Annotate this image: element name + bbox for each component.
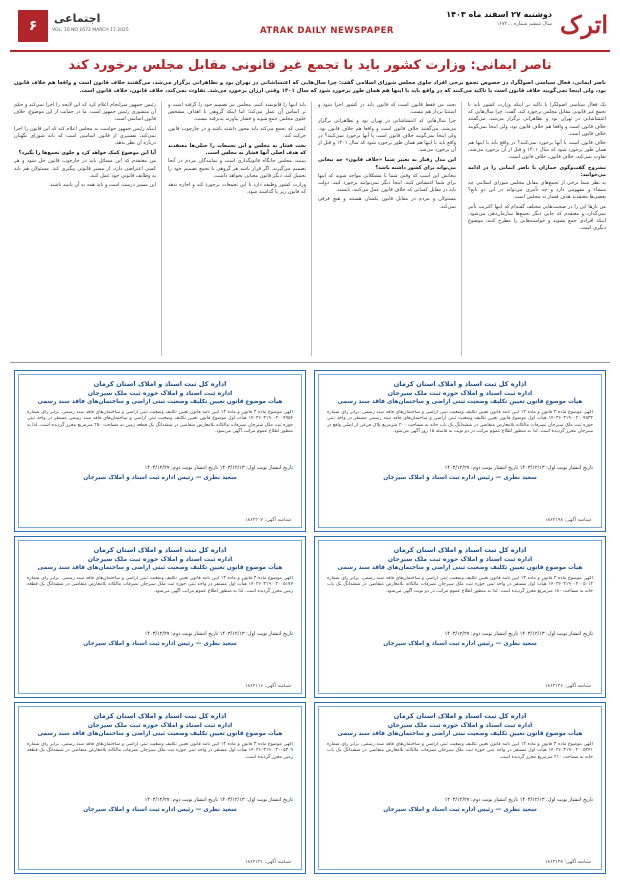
issue-date-block	[446, 10, 552, 27]
notice-subtitle: اداره ثبت اسناد و املاک حوزه ثبت ملک سیرجان	[87, 722, 233, 729]
notice-body: آگهی موضوع ماده ۳ قانون و ماده ۱۳ آیین نامه قانون تعیین تکلیف وضعیت ثبتی اراضی و ساختمان‌های فاقد سند رسمی. برابر رأی شماره ۱۴۰۳۶۰۳۱۹۰۰۲۰۰۴۸۳۲ هیأت اول موضوع قانون تعیین تکلیف وضعیت ثبتی اراضی و ساختمان‌های فاقد سند رسمی مستقر در واحد ثبتی حوزه ثبت ملک سیرجان تصرفات مالکانه بلامعارض متقاضی در ششدانگ یک باب خانه به مساحت ۲۰۰ مترمربع پلاک فرعی از اصلی واقع در سیرجان محرز گردیده است. لذا به منظور اطلاع عموم مراتب در دو نوبت به فاصله ۱۵ روز آگهی می‌شود.	[327, 410, 593, 435]
notice-subtitle: هیأت موضوع قانون تعیین تکلیف وضعیت ثبتی اراضی و ساختمان‌های فاقد سند رسمی	[337, 399, 583, 405]
newspaper-logo: اترک	[559, 10, 609, 39]
article-subhead: این مدل رفتار به تعبیر شما «خلاف قانون» چه تبعاتی می‌تواند برای کشور داشته باشد؟	[318, 157, 456, 171]
legal-notice	[14, 536, 306, 698]
paragraph: باید اینها را قانونمند کنیم. مجلس نیز تصمیم خود را گرفته است و بر اساس آن عمل می‌کند؛ اما اینکه گروهی با اهداف مشخص جلوی مجلس جمع شوند و فشار بیاورند پذیرفته نیست.	[168, 102, 306, 123]
notice-frame	[18, 374, 302, 528]
notice-signature: سعید نظری — رئیس اداره ثبت اسناد و املاک سیرجان	[83, 475, 237, 481]
notice-id: شناسه آگهی: ۱۸۶۲۱۴۶	[544, 684, 591, 689]
article-subhead: آیا این موضوع کمک خواهد کرد و جلوی تجمع‌ها را بگیرد؟	[18, 150, 156, 157]
notice-id: شناسه آگهی: ۱۸۶۲۲۰۷	[244, 518, 291, 523]
issue-meta: سال ششم شماره ...۱۶۷۲	[496, 21, 552, 27]
notice-title: اداره کل ثبت اسناد و املاک استان کرمان	[93, 712, 227, 720]
notice-body: آگهی موضوع ماده ۳ قانون و ماده ۱۳ آیین نامه قانون تعیین تکلیف وضعیت ثبتی اراضی و ساختمان‌های فاقد سند رسمی. برابر رأی شماره ۱۴۰۳۶۰۳۱۹۰۰۲۰۰۵۰۱۲ هیأت اول مستقر در واحد ثبتی حوزه ثبت ملک سیرجان تصرفات مالکانه بلامعارض متقاضی در ششدانگ یک باب خانه به مساحت ۱۸۰ مترمربع محرز گردیده است. لذا به منظور اطلاع عموم مراتب در دو نوبت آگهی می‌شود.	[327, 576, 593, 594]
notice-signature: سعید نظری — رئیس اداره ثبت اسناد و املاک سیرجان	[83, 807, 237, 813]
article-subhead: بحث فشار به مجلس و این تجمعات را خیلی‌ها معتقدند که هدف اصلی آنها فشار به مجلس است.	[168, 143, 306, 157]
notice-frame	[318, 706, 602, 870]
notice-subtitle: هیأت موضوع قانون تعیین تکلیف وضعیت ثبتی اراضی و ساختمان‌های فاقد سند رسمی	[337, 565, 583, 571]
article-column-1	[468, 102, 606, 356]
paragraph: این مسیر درست است و باید همه به آن پایبند باشند.	[48, 182, 156, 189]
paragraph: من معتقدم که این مسائل باید در چارچوب قانون حل شود و هر کسی اعتراضی دارد، از مسیر قانونی پیگیری کند. مسئولان هم باید به وظایف قانونی خود عمل کنند.	[14, 158, 156, 179]
paragraph: به نظر شما برخی از تجمع‌های مقابل مجلس شورای اسلامی چه منشاء و مفهومی دارد و چه تأثیری می‌تواند در این دو تابع؟ بعضی‌ها معتقدند هدف فشار به مجلس است.	[468, 180, 606, 201]
notice-frame	[318, 374, 602, 528]
notice-dates: تاریخ انتشار نوبت اول: ۱۴۰۳/۱۲/۱۳ تاریخ انتشار نوبت دوم: ۱۴۰۳/۱۲/۲۷	[144, 465, 293, 471]
english-brand: ATRAK DAILY NEWSPAPER	[260, 26, 394, 36]
notice-dates: تاریخ انتشار نوبت اول: ۱۴۰۳/۱۲/۱۳ تاریخ انتشار نوبت دوم: ۱۴۰۳/۱۲/۲۷	[144, 797, 293, 803]
notice-id: شناسه آگهی: ۱۸۶۲۱۳۱	[244, 860, 291, 865]
notice-subtitle: هیأت موضوع قانون تعیین تکلیف وضعیت ثبتی اراضی و ساختمان‌های فاقد سند رسمی	[337, 731, 583, 737]
masthead	[10, 6, 610, 46]
notice-frame	[18, 706, 302, 870]
notice-title: اداره کل ثبت اسناد و املاک استان کرمان	[393, 712, 527, 720]
section-divider	[10, 362, 610, 363]
article-lead: ناصر ایمانی، فعال سیاسی اصولگرا، در خصوص تجمع برخی افراد جلوی مجلس شورای اسلامی گفت: چرا سال‌هایی که اعتشاشاتی در تهران بود و تظاهراتی برگزار می‌شد، می‌گفتند خلاف قانون است و واقعا هم خلاف قانون بود، ولی اینجا نمی‌گویند خلاف قانون است یا تاکید می‌کنند که در واقع باید با اینها هم همان طور برخورد شود که سال ۱۴۰۱ وقتی ارزان برخورد می‌شد. تفاوت نمی‌کند، خلاف قانون، خلاف قانون است.	[14, 80, 606, 94]
paragraph: من بارها این را در صحبت‌هایی مختلف گفته‌ام که اینها اکثریت تأثیر نمی‌گذارد و معتقدم که جایی دیگر تجمع‌ها سازمان‌دهی می‌شود. اینکه افرادی جمع بشوند و خواسته‌هایی را مطرح کنند، موضوع دیگری است.	[468, 203, 606, 232]
notice-frame	[318, 540, 602, 694]
page-number: ۶	[18, 10, 48, 42]
volume-info: VOL. 10 NO 1672 MARCH 17 2025	[52, 28, 129, 33]
notice-dates: تاریخ انتشار نوبت اول: ۱۴۰۳/۱۲/۱۳ تاریخ انتشار نوبت دوم: ۱۴۰۳/۱۲/۲۷	[444, 465, 593, 471]
legal-notice	[314, 702, 606, 874]
notice-title: اداره کل ثبت اسناد و املاک استان کرمان	[393, 546, 527, 554]
notice-id: شناسه آگهی: ۱۸۶۲۱۱۶	[244, 684, 291, 689]
section-title: اجتماعی	[54, 12, 101, 25]
paragraph: خلاف قانون است یا آنها برخورد نمی‌کنند؟ در واقع باید با اینها هم همان طور برخورد شود که سال ۱۴۰۱ و قبل از آن برخورد می‌شد، تفاوت نمی‌کند، خلاف قانون، خلاف قانون است.	[468, 140, 606, 161]
notice-title: اداره کل ثبت اسناد و املاک استان کرمان	[93, 380, 227, 388]
notice-subtitle: اداره ثبت اسناد و املاک حوزه ثبت ملک سیرجان	[387, 722, 533, 729]
masthead-rule	[10, 50, 610, 52]
notice-subtitle: هیأت موضوع قانون تعیین تکلیف وضعیت ثبتی اراضی و ساختمان‌های فاقد سند رسمی	[37, 731, 283, 737]
notice-body: آگهی موضوع ماده ۳ قانون و ماده ۱۳ آیین نامه قانون تعیین تکلیف وضعیت ثبتی اراضی و ساختمان‌های فاقد سند رسمی. برابر رأی شماره ۱۴۰۳۶۰۳۱۹۰۰۲۰۰۴۹۵۴ هیأت اول موضوع قانون تعیین تکلیف وضعیت ثبتی اراضی و ساختمان‌های فاقد سند رسمی مستقر در واحد ثبتی حوزه ثبت ملک سیرجان تصرفات مالکانه بلامعارض متقاضی در ششدانگ یک قطعه زمین به مساحت ۲۵۰ مترمربع محرز گردیده است. لذا به منظور اطلاع عموم مراتب آگهی می‌شود.	[27, 410, 293, 435]
notice-subtitle: اداره ثبت اسناد و املاک حوزه ثبت ملک سیرجان	[387, 556, 533, 563]
issue-date: دوشنبه ۲۷ اسفند ماه ۱۴۰۳	[446, 10, 552, 19]
paragraph: اینکه رئیس جمهور خواست به مجلس اعلام کند که این قانون را اجرا نمی‌کند، تفسیری از قانون اساسی است که باید شورای نگهبان درباره آن نظر بدهد.	[14, 125, 156, 147]
notice-dates: تاریخ انتشار نوبت اول: ۱۴۰۳/۱۲/۱۳ تاریخ انتشار نوبت دوم: ۱۴۰۳/۱۲/۲۷	[144, 631, 293, 637]
notice-title: اداره کل ثبت اسناد و املاک استان کرمان	[393, 380, 527, 388]
paragraph: مسئولان و مردم در مقابل قانون یکسان هستند و هیچ فرقی نمی‌کند.	[318, 196, 456, 210]
notice-dates: تاریخ انتشار نوبت اول: ۱۴۰۳/۱۲/۱۳ تاریخ انتشار نوبت دوم: ۱۴۰۳/۱۲/۲۷	[444, 631, 593, 637]
notice-subtitle: اداره ثبت اسناد و املاک حوزه ثبت ملک سیرجان	[387, 390, 533, 397]
paragraph: ببینید، مجلس جایگاه قانونگذاری است و نمایندگان مردم در آنجا تصمیم می‌گیرند. اگر قرار باشد هر گروهی با تجمع تصمیم خود را تحمیل کند، دیگر قانون معنایی نخواهد داشت.	[168, 158, 306, 179]
notice-frame	[18, 540, 302, 694]
notice-signature: سعید نظری — رئیس اداره ثبت اسناد و املاک سیرجان	[383, 807, 537, 813]
column-divider	[161, 102, 162, 356]
notice-body: آگهی موضوع ماده ۳ قانون و ماده ۱۳ آیین نامه قانون تعیین تکلیف وضعیت ثبتی اراضی و ساختمان‌های فاقد سند رسمی. برابر رأی شماره ۱۴۰۳۶۰۳۱۹۰۰۲۰۰۵۲۴۱ هیأت اول مستقر در واحد ثبتی حوزه ثبت ملک سیرجان تصرفات مالکانه بلامعارض متقاضی در ششدانگ یک باب خانه به مساحت ۲۱۰ مترمربع محرز گردیده است.	[327, 742, 593, 760]
notice-subtitle: اداره ثبت اسناد و املاک حوزه ثبت ملک سیرجان	[87, 556, 233, 563]
notice-id: شناسه آگهی: ۱۸۶۲۱۳۸	[544, 860, 591, 865]
article-column-3	[168, 102, 306, 356]
article-subhead: مشروح گفت‌وگوی جماران با ناصر ایمانی را در ادامه می‌خوانید:	[468, 164, 606, 178]
paragraph: چرا سال‌هایی که اغتشاشاتی در تهران بود و تظاهراتی برگزار می‌شد، می‌گفتند خلاف قانون است و واقعا هم خلاف قانون بود، ولی اینجا نمی‌گویند خلاف قانون است یا آنها برخورد نمی‌کنند؟ در واقع باید با اینها هم همان طور برخورد شود که سال ۱۴۰۱ و قبل از آن برخورد می‌شد.	[318, 118, 456, 154]
legal-notice	[314, 536, 606, 698]
notice-subtitle: هیأت موضوع قانون تعیین تکلیف وضعیت ثبتی اراضی و ساختمان‌های فاقد سند رسمی	[37, 565, 283, 571]
paragraph: تبعاتش این است که وقتی شما با مشکلاتی مواجه شوید که اینها برای شما اغتشاش کنند، اینجا دیگر نمی‌توانید برخورد کنید. دولت باید در مقابل کسانی که خلاف قانون عمل می‌کنند، بایستد.	[318, 172, 456, 194]
paragraph: یک فعال سیاسی اصولگرا با تاکید بر اینکه وزارت کشور باید با تجمع غیر قانونی مقابل مجلس برخورد کند، گفت: چرا سال‌هایی که اغتشاشاتی در تهران بود و تظاهراتی برگزار می‌شد، می‌گفتند خلاف قانون است و واقعا هم خلاف قانون بود، ولی اینجا نمی‌گویند خلاف قانون است.	[468, 102, 606, 137]
notice-id: شناسه آگهی: ۱۸۶۲۱۹۸	[544, 518, 591, 523]
notice-signature: سعید نظری — رئیس اداره ثبت اسناد و املاک سیرجان	[383, 475, 537, 481]
column-divider	[311, 102, 312, 356]
notice-body: آگهی موضوع ماده ۳ قانون و ماده ۱۳ آیین نامه قانون تعیین تکلیف وضعیت ثبتی اراضی و ساختمان‌های فاقد سند رسمی. برابر رأی شماره ۱۴۰۳۶۰۳۱۹۰۰۲۰۰۵۱۷۷ هیأت اول مستقر در واحد ثبتی حوزه ثبت ملک سیرجان تصرفات مالکانه بلامعارض متقاضی در ششدانگ یک قطعه زمین محرز گردیده است. لذا به منظور اطلاع عموم مراتب آگهی می‌شود.	[27, 576, 293, 594]
legal-notice	[314, 370, 606, 532]
notice-signature: سعید نظری — رئیس اداره ثبت اسناد و املاک سیرجان	[83, 641, 237, 647]
article-column-2	[318, 102, 456, 356]
notice-title: اداره کل ثبت اسناد و املاک استان کرمان	[93, 546, 227, 554]
notice-subtitle: اداره ثبت اسناد و املاک حوزه ثبت ملک سیرجان	[87, 390, 233, 397]
notice-subtitle: هیأت موضوع قانون تعیین تکلیف وضعیت ثبتی اراضی و ساختمان‌های فاقد سند رسمی	[37, 399, 283, 405]
paragraph: وزارت کشور وظیفه دارد با این تجمعات برخورد کند و اجازه ندهد که قانون زیر پا گذاشته شود.	[168, 182, 306, 196]
notice-signature: سعید نظری — رئیس اداره ثبت اسناد و املاک سیرجان	[383, 641, 537, 647]
paragraph: بحث من فقط قانون است که قانون باید در کشور اجرا شود و استثنا بردار هم نیست.	[318, 102, 456, 116]
legal-notice	[14, 370, 306, 532]
paragraph: رئیس جمهور سرانجام اعلام کرد که این لایحه را اجرا نمی‌کند و حکم آن منشوری رئیس جمهور است. ما در حمایت از این موضوع، خلاف قانون اساسی است.	[14, 102, 156, 123]
notice-body: آگهی موضوع ماده ۳ قانون و ماده ۱۳ آیین نامه قانون تعیین تکلیف وضعیت ثبتی اراضی و ساختمان‌های فاقد سند رسمی. برابر رأی شماره ۱۴۰۳۶۰۳۱۹۰۰۲۰۰۵۳۰۹ هیأت اول مستقر در واحد ثبتی حوزه ثبت ملک سیرجان تصرفات مالکانه بلامعارض متقاضی در ششدانگ یک قطعه زمین محرز گردیده است.	[27, 742, 293, 760]
column-divider	[461, 102, 462, 356]
article-headline: ناصر ایمانی: وزارت کشور باید با تجمع غیر قانونی مقابل مجلس برخورد کند	[68, 58, 552, 73]
article-column-4	[14, 102, 156, 356]
notice-dates: تاریخ انتشار نوبت اول: ۱۴۰۳/۱۲/۱۳ تاریخ انتشار نوبت دوم: ۱۴۰۳/۱۲/۲۷	[444, 797, 593, 803]
paragraph: کسی که تجمع می‌کند باید مجوز داشته باشد و در چارچوب قانون حرکت کند.	[168, 125, 306, 139]
legal-notice	[14, 702, 306, 874]
